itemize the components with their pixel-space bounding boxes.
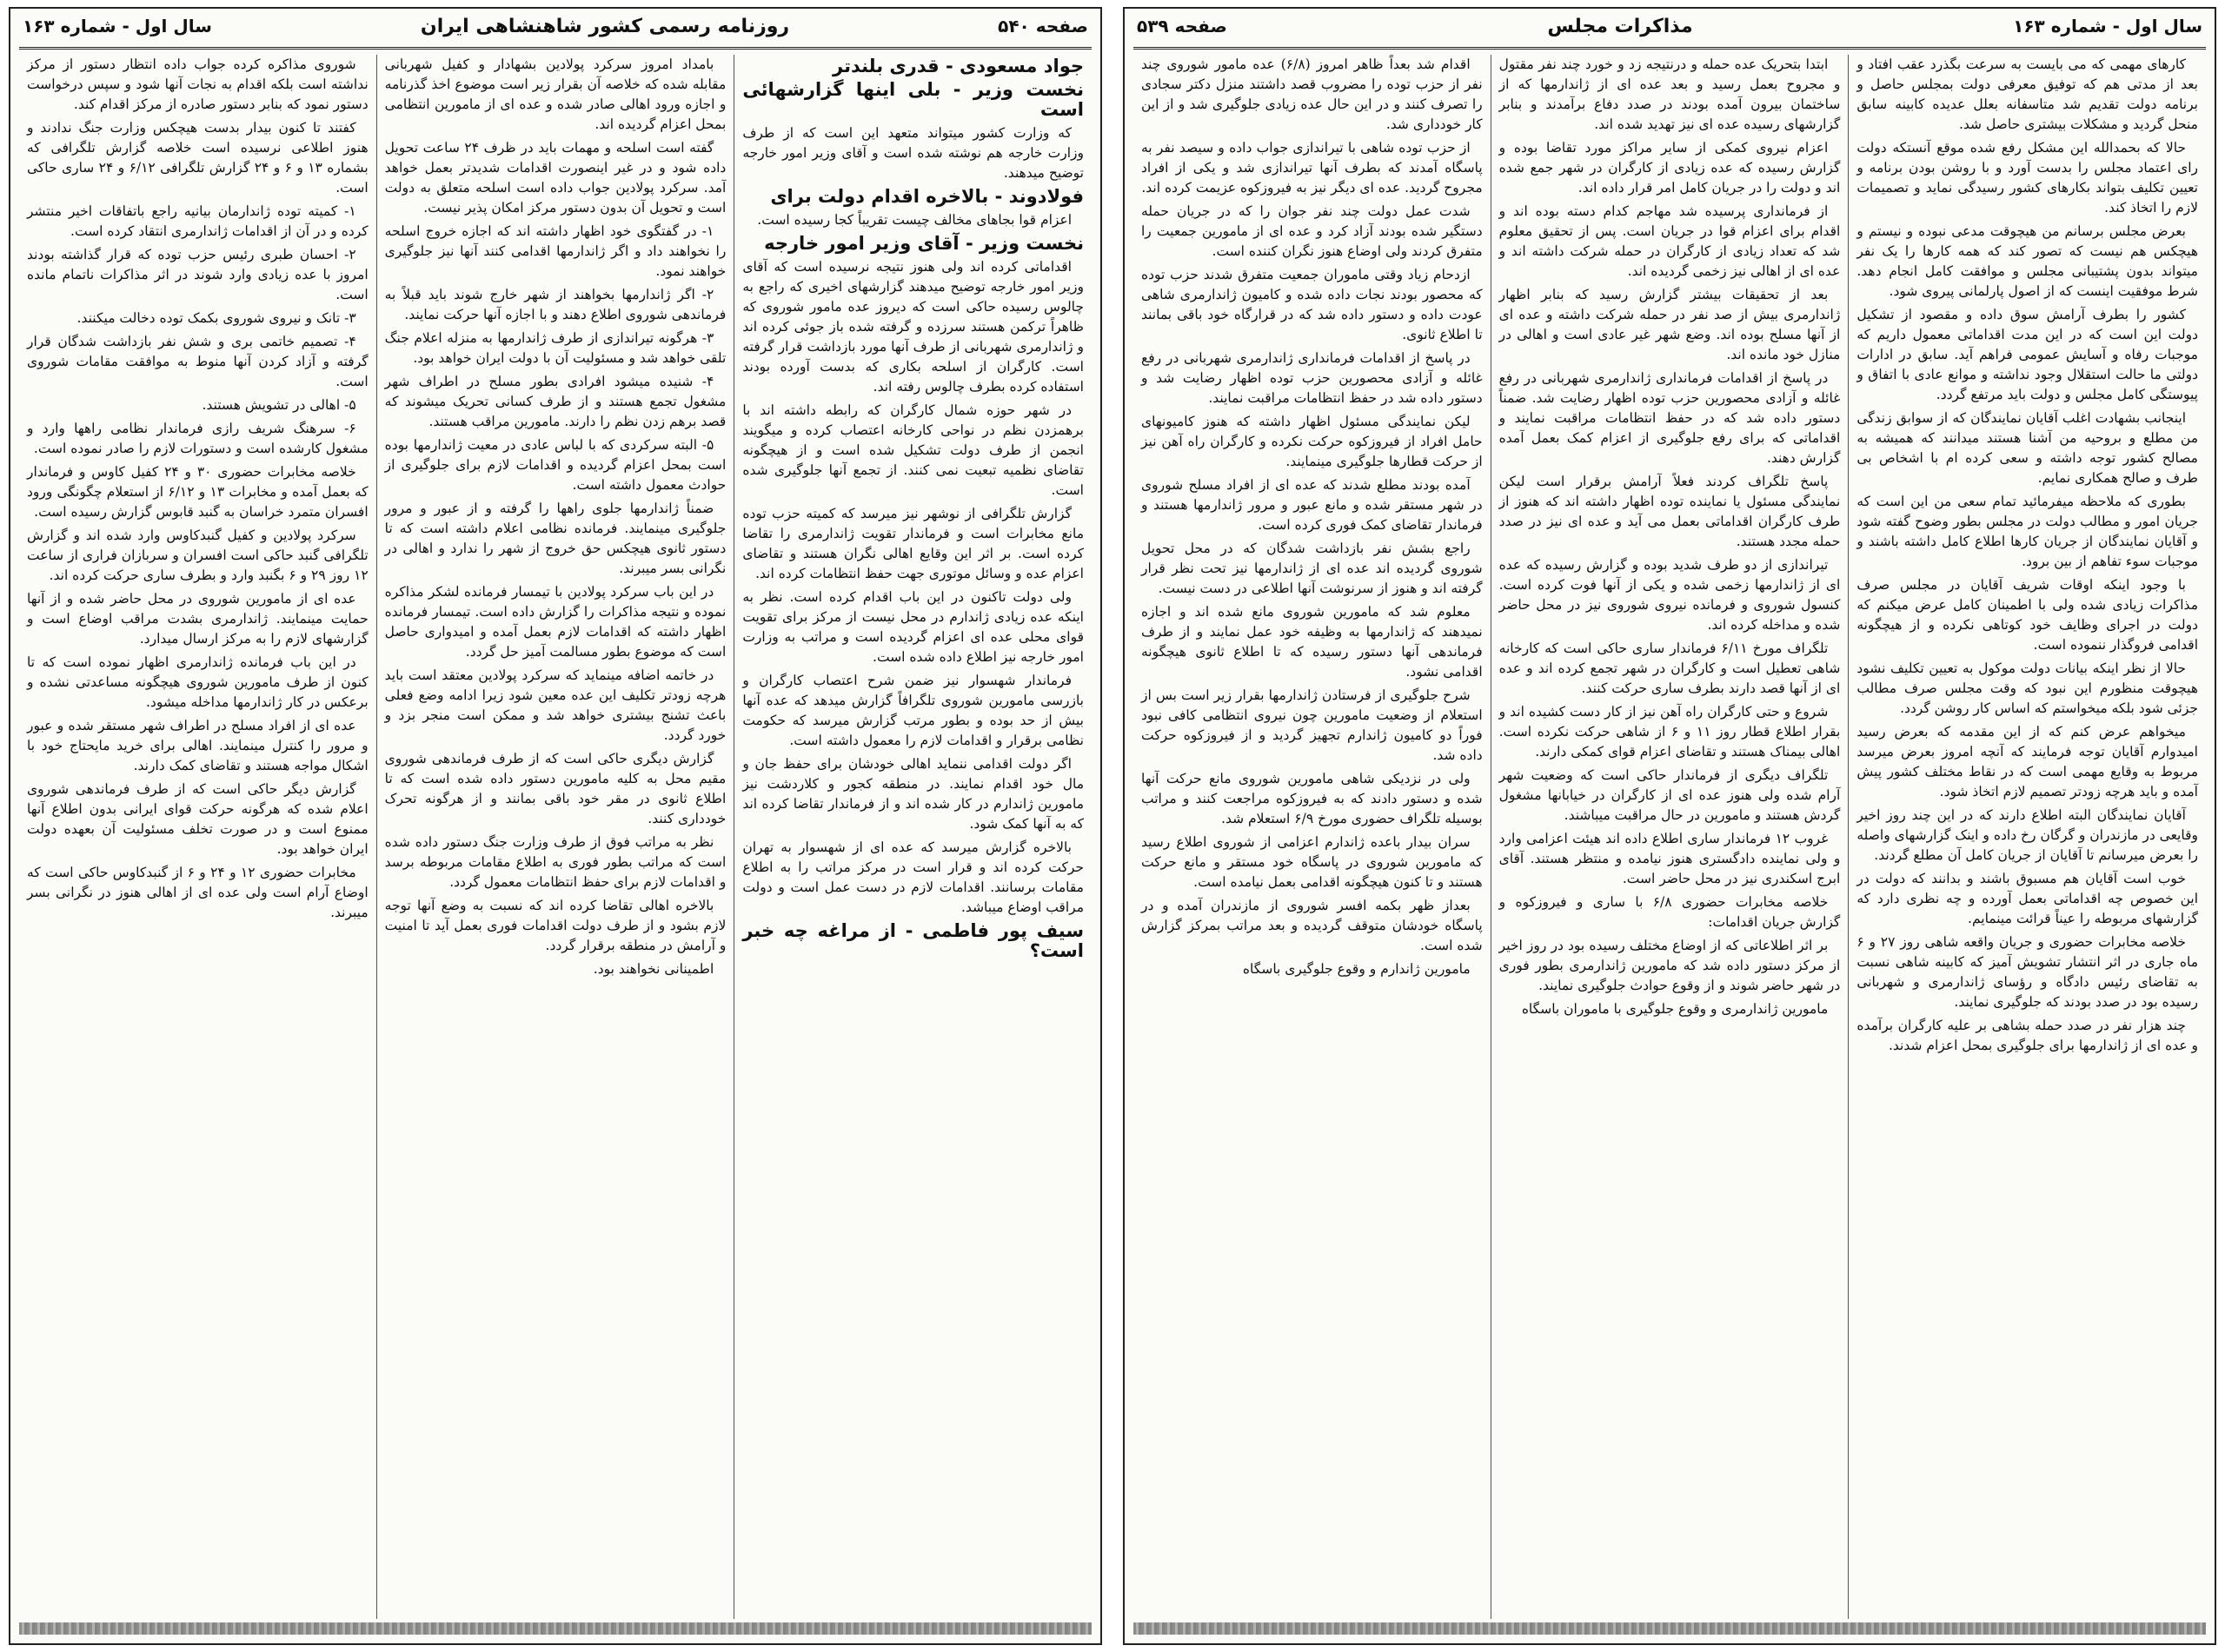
article-paragraph: کشور را بطرف آرامش سوق داده و مقصود از تشکیل دولت این است که در این مدت اقداماتی معمول داریم که موجبات رفاه و آسایش عمومی فراهم آید. سابق در ادارات دولتی ما حالت استقلال وجود نداشته و موانع عادی با اتفاق و پیوستگی کامل مجلس و دولت باید مرتفع گردد. — [1856, 307, 2198, 402]
article-paragraph: ۴- تصمیم خاتمی بری و شش نفر بازداشت شدگان قرار گرفته و آزاد کردن آنها منوط به موافقت مقامات شوروی است. — [26, 334, 369, 389]
right-column-1 — [1848, 55, 2206, 1619]
article-paragraph: از حزب توده شاهی با تیراندازی جواب داده و سیصد نفر به پاسگاه آمدند که بطرف آنها تیراندازی شد و یکی از افراد مجروح گردید. عده ای دیگر نیز به فیروزکوه عزیمت کرده اند. — [1140, 140, 1483, 196]
article-paragraph: بعداز ظهر بکمه افسر شوروی از مازندران آمده و در پاسگاه خودشان متوقف گردیده و بعد مراتب بمرکز گزارش شده است. — [1140, 898, 1483, 953]
article-paragraph: بطوری که ملاحظه میفرمائید تمام سعی من این است که جریان امور و مطالب دولت در مجلس بطور وضوح گفته شود و آقایان نمایندگان از جریان کارها اطلاع کامل داشته باشند و موجبات سوء تفاهم از بین برود. — [1856, 494, 2198, 569]
article-paragraph: بعد از تحقیقات بیشتر گزارش رسید که بنابر اظهار ژاندارمری بیش از صد نفر در حمله شرکت داشته و عده ای از آنها مسلح بوده اند. وضع شهر غیر عادی است و اهالی در منازل خود مانده اند. — [1498, 287, 1841, 362]
article-paragraph: تیراندازی از دو طرف شدید بوده و گزارش رسیده که عده ای از ژاندارمها زخمی شده و یکی از آنها فوت کرده است. کنسول شوروی و فرمانده نیروی شوروی نیز در محل حاضر شده و مداخله کرده اند. — [1498, 557, 1841, 633]
article-paragraph: در پاسخ از اقدامات فرمانداری ژاندارمری شهربانی در رفع غائله و آزادی محصورین حزب توده اظهار رضایت شد. ضمناً دستور داده شد که در حفظ انتظامات مراقبت نمایند و اقداماتی که برای رفع جلوگیری از اعزام کمک بعمل آمده گزارش دهند. — [1498, 370, 1841, 466]
article-paragraph: میخواهم عرض کنم که از این مقدمه که بعرض رسید امیدوارم آقایان توجه فرمایند که آنچه امروز بعرض میرسد مربوط به وقایع مهمی است که در نقاط مختلف کشور پیش آمده و باید هرچه زودتر تصمیم لازم اتخاذ شود. — [1856, 724, 2198, 799]
article-paragraph: ۲- اگر ژاندارمها بخواهند از شهر خارج شوند باید قبلاً به فرماندهی شوروی اطلاع دهند و با اجازه آنها حرکت نمایند. — [384, 287, 727, 322]
article-paragraph: فرماندار شهسوار نیز ضمن شرح اعتصاب کارگران و بازرسی مامورین شوروی تلگرافاً گزارش میدهد که عده آنها بیش از حد بوده و بطور مرتب گزارش میرسد که حکومت نظامی برقرار و اقدامات لازم را معمول داشته است. — [742, 673, 1084, 748]
left-page-columns — [19, 55, 1092, 1619]
left-page-issue: سال اول - شماره ۱۶۳ — [23, 16, 212, 36]
speaker-heading: نخست وزیر - آقای وزیر امور خارجه — [764, 233, 1084, 254]
speaker-heading: فولادوند - بالاخره اقدام دولت برای — [770, 186, 1084, 207]
article-paragraph: حالا که بحمدالله این مشکل رفع شده موقع آنستکه دولت رای اعتماد مجلس را بدست آورد و با روشن بودن برنامه و تعیین تکلیف بتواند بکارهای کشور رسیدگی نماید و تصمیمات لازم را اتخاذ کند. — [1856, 140, 2198, 216]
article-paragraph: تلگراف مورخ ۶/۱۱ فرماندار ساری حاکی است که کارخانه شاهی تعطیل است و کارگران در شهر تجمع کرده اند و عده ای از آنها قصد دارند بطرف ساری حرکت کنند. — [1498, 640, 1841, 696]
article-paragraph: اعزام نیروی کمکی از سایر مراکز مورد تقاضا بوده و گزارش رسیده که عده زیادی از کارگران در شهر جمع شده اند و دولت را در جریان کامل امر قرار داده اند. — [1498, 140, 1841, 196]
article-paragraph: ۲- احسان طبری رئیس حزب توده که قرار گذاشته بودند امروز با عده زیادی وارد شوند در اثر مذاکرات ناتمام مانده است. — [26, 247, 369, 302]
left-page-title: روزنامه رسمی کشور شاهنشاهی ایران — [420, 16, 790, 37]
article-paragraph: مامورین ژاندارمری و وقوع جلوگیری با ماموران باسگاه — [1521, 1001, 1829, 1017]
article-paragraph: اعزام قوا بجاهای مخالف چیست تقریباً کجا رسیده است. — [757, 212, 1072, 228]
right-page — [1123, 7, 2216, 1645]
article-paragraph: بامداد امروز سرکرد پولادین بشهادار و کفیل شهربانی مقابله شده که خلاصه آن بقرار زیر است موضوع اخذ گذرنامه و اجازه ورود اهالی صادر شده و عده ای از مامورین انتظامی بمحل اعزام گردیده اند. — [384, 56, 727, 132]
article-paragraph: اقداماتی کرده اند ولی هنوز نتیجه نرسیده است که آقای وزیر امور خارجه توضیح میدهند گزارشهای اخیری که راجع به چالوس رسیده حاکی است که دیروز عده مامور شوروی که ظاهراً ترکمن هستند سرزده و گرفته شده باز جوئی کرده اند و ژاندارمری شهربانی از طرف آنها مورد بازداشت قرار گرفته است. کارگران از اسلحه بکاری که بدست آورده بودند استفاده کرده بطرف چالوس رفته اند. — [742, 259, 1084, 395]
article-paragraph: از فرمانداری پرسیده شد مهاجم کدام دسته بوده اند و اقدام برای اعزام قوا در جریان است. پس از تحقیق معلوم شد که تعداد زیادی از کارگران در حمله شرکت داشته اند و عده ای از اهالی نیز زخمی گردیده اند. — [1498, 203, 1841, 279]
article-paragraph: بعرض مجلس برسانم من هیچوقت مدعی نبوده و نیستم و هیچکس هم نیست که تصور کند که همه کارها را یک نفر میتواند بدون پشتیبانی مجلس و موافقت کامل انجام دهد. شرط موفقیت اینست که از اصول پارلمانی پیروی شود. — [1856, 223, 2198, 299]
article-paragraph: آمده بودند مطلع شدند که عده ای از افراد مسلح شوروی در شهر مستقر شده و مانع عبور و مرور ژاندارمها هستند و فرماندار تقاضای کمک فوری کرده است. — [1140, 477, 1483, 533]
speaker-heading: نخست وزیر - بلی اینها گزارشهائی است — [742, 79, 1084, 120]
article-paragraph: سران بیدار باعده ژاندارم اعزامی از شوروی اطلاع رسید که مامورین شوروی در پاسگاه خود مستقر و مانع حرکت هستند و تا کنون هیچگونه اقدامی بعمل نیامده است. — [1140, 834, 1483, 890]
article-paragraph: خوب است آقایان هم مسبوق باشند و بدانند که دولت در این خصوص چه اقداماتی بعمل آورده و چه نظری دارد که گزارشهای مربوطه را عیناً قرائت مینمایم. — [1856, 871, 2198, 926]
article-paragraph: سرکرد پولادین و کفیل گنبدکاوس وارد شده اند و گزارش تلگرافی گنبد حاکی است افسران و سربازان فراری از ساعت ۱۲ روز ۲۹ و ۶ بگنبد وارد و بطرف ساری حرکت کرده اند. — [26, 527, 369, 583]
article-paragraph: در خاتمه اضافه مینماید که سرکرد پولادین معتقد است باید هرچه زودتر تکلیف این عده معین شود زیرا ادامه وضع فعلی باعث تشنج بیشتری خواهد شد و ممکن است منجر بزد و خورد گردد. — [384, 667, 727, 743]
left-page-number: صفحه ۵۴۰ — [998, 16, 1088, 36]
article-paragraph: بالاخره گزارش میرسد که عده ای از شهسوار به تهران حرکت کرده اند و قرار است در مرکز مراتب را به اطلاع مقامات برسانند. اقدامات لازم در دست عمل است و دولت مراقب اوضاع میباشد. — [742, 839, 1084, 915]
article-paragraph: غروب ۱۲ فرماندار ساری اطلاع داده اند هیئت اعزامی وارد و ولی نماینده دادگستری هنوز نیامده و منتظر هستند. آقای ابرج اسکندری نیز در محل حاضر است. — [1498, 831, 1841, 886]
left-column-2 — [376, 55, 734, 1619]
article-paragraph: آقایان نمایندگان البته اطلاع دارند که در این چند روز اخیر وقایعی در مازندران و گرگان رخ داده و اینک گزارشهای واصله را بعرض میرسانم تا آقایان از جریان کامل آن مطلع گردند. — [1856, 807, 2198, 863]
article-paragraph: ۳- تانک و نیروی شوروی بکمک توده دخالت میکنند. — [76, 310, 356, 326]
article-paragraph: اطمینانی نخواهند بود. — [593, 961, 714, 977]
article-paragraph: ۴- شنیده میشود افرادی بطور مسلح در اطراف شهر مشغول تجمع هستند و از طرف کسانی تحریک میشوند که قصد برهم زدن نظم را دارند. مامورین مراقب هستند. — [384, 374, 727, 429]
right-page-bottom-edge — [1133, 1622, 2206, 1635]
article-paragraph: اگر دولت اقدامی ننماید اهالی خودشان برای حفظ جان و مال خود اقدام نمایند. در منطقه کجور و کلاردشت نیز مامورین ژاندارم در کار شده اند و از فرماندار تقاضا کرده اند که به آنها کمک شود. — [742, 756, 1084, 832]
article-paragraph: گزارش دیگر حاکی است که از طرف فرماندهی شوروی اعلام شده که هرگونه حرکت قوای ایرانی بدون اطلاع آنها ممنوع است و در صورت تخلف مسئولیت آن بعهده دولت ایران خواهد بود. — [26, 781, 369, 857]
article-paragraph: عده ای از افراد مسلح در اطراف شهر مستقر شده و عبور و مرور را کنترل مینمایند. اهالی برای خرید مایحتاج خود با اشکال مواجه هستند و تقاضای کمک دارند. — [26, 718, 369, 773]
right-page-header — [1133, 14, 2206, 50]
article-paragraph: شرح جلوگیری از فرستادن ژاندارمها بقرار زیر است بس از استعلام از وضعیت مامورین چون نیروی انتظامی کافی نبود فوراً دو کامیون ژاندارم تجهیز گردید و از فیروزکوه حرکت داده شد. — [1140, 687, 1483, 763]
right-column-3 — [1133, 55, 1491, 1619]
article-paragraph: نظر به مراتب فوق از طرف وزارت جنگ دستور داده شده است که مراتب بطور فوری به اطلاع مقامات مربوطه برسد و اقدامات لازم برای حفظ انتظامات معمول گردد. — [384, 834, 727, 890]
article-paragraph: عده ای از مامورین شوروی در محل حاضر شده و از آنها حمایت مینمایند. ژاندارمری بشدت مراقب اوضاع است و گزارشهای لازم را به مرکز ارسال میدارد. — [26, 591, 369, 647]
article-paragraph: ولی در نزدیکی شاهی مامورین شوروی مانع حرکت آنها شده و دستور دادند که به فیروزکوه مراجعت کنند و مراتب بوسیله تلگراف حضوری مورخ ۶/۹ استعلام شد. — [1140, 771, 1483, 826]
article-paragraph: ولی دولت تاکنون در این باب اقدام کرده است. نظر به اینکه عده زیادی ژاندارم در محل نیست از مرکز برای تقویت قوای محلی عده ای اعزام گردیده است و مراتب به وزارت امور خارجه نیز اطلاع داده شده است. — [742, 589, 1084, 665]
left-page-header — [19, 14, 1092, 50]
article-paragraph: ۶- سرهنگ شریف رازی فرماندار نظامی راهها وارد و مشغول کارشده است و دستورات لازم را صادر نموده است. — [26, 421, 369, 456]
article-paragraph: کفتند تا کنون بیدار بدست هیچکس وزارت جنگ ندادند و هنوز اطلاعی نرسیده است خلاصه گزارش تلگرافی که بشماره ۱۳ و ۶ و ۲۴ گزارش تلگرافی ۶/۱۲ و ۲۴ ساری حاکی است. — [26, 120, 369, 196]
article-paragraph: راجع بشش نفر بازداشت شدگان که در محل تحویل شوروی گردیده اند عده ای از ژاندارمها نیز تحت نظر قرار گرفته اند و هنوز از سرنوشت آنها اطلاعی در دست نیست. — [1140, 541, 1483, 596]
article-paragraph: حالا از نظر اینکه بیانات دولت موکول به تعیین تکلیف نشود هیچوقت منظورم این نبود که وقت مجلس صرف مطالب جزئی شود بلکه میخواستم که اساس کار روشن گردد. — [1856, 660, 2198, 716]
article-paragraph: شروع و حتی کارگران راه آهن نیز از کار دست کشیده اند و بقرار اطلاع قطار روز ۱۱ و ۶ از شاهی حرکت نکرده است. اهالی بیمناک هستند و تقاضای اعزام قوای کمکی دارند. — [1498, 704, 1841, 760]
article-paragraph: در پاسخ از اقدامات فرمانداری ژاندارمری شهربانی در رفع غائله و آزادی محصورین حزب توده اظهار رضایت شد و دستور داده شد در حفظ انتظامات مراقبت نمایند. — [1140, 350, 1483, 406]
right-page-title: مذاکرات مجلس — [1547, 16, 1693, 37]
left-page-bottom-edge — [19, 1622, 1092, 1635]
article-paragraph: خلاصه مخابرات حضوری ۶/۸ با ساری و فیروزکوه و گزارش جریان اقدامات: — [1498, 894, 1841, 930]
speaker-heading: جواد مسعودی - قدری بلندتر — [833, 56, 1084, 76]
article-paragraph: در این باب فرمانده ژاندارمری اظهار نموده است که تا کنون از طرف مامورین شوروی هیچگونه مساعدتی نشده و برعکس در کار ژاندارمها مداخله میشود. — [26, 654, 369, 710]
right-page-columns — [1133, 55, 2206, 1619]
article-paragraph: اقدام شد بعداً ظاهر امروز (۶/۸) عده مامور شوروی چند نفر از حزب توده را مضروب قصد داشتند منزل دکتر سجادی را تصرف کنند و در این حال عده زیادی جلوگیری شد و از این کار خودداری شد. — [1140, 56, 1483, 132]
article-paragraph: ۵- اهالی در تشویش هستند. — [202, 397, 356, 413]
speaker-heading: سیف پور فاطمی - از مراغه چه خبر است؟ — [742, 920, 1084, 961]
article-paragraph: ابتدا بتحریک عده حمله و درنتیجه زد و خورد چند نفر مقتول و مجروح بعمل رسید و بعد عده ای از ژاندارمها که از ساختمان بیرون آمده بودند در صدد دفاع برآمدند و بنابر گزارشهای رسیده عده ای نیز تهدید شده اند. — [1498, 56, 1841, 132]
right-page-number: صفحه ۵۳۹ — [1137, 16, 1227, 36]
article-paragraph: با وجود اینکه اوقات شریف آقایان در مجلس صرف مذاکرات زیادی شده ولی با اطمینان کامل عرض میکنم که دولت در اجرای وظایف خود کوتاهی نکرده و از هیچگونه اقدامی فروگذار ننموده است. — [1856, 577, 2198, 653]
article-paragraph: مخابرات حضوری ۱۲ و ۲۴ و ۶ از گنبدکاوس حاکی است که اوضاع آرام است ولی عده ای از اهالی هنوز در نگرانی بسر میبرند. — [26, 865, 369, 920]
article-paragraph: لیکن نمایندگی مسئول اظهار داشته که هنوز کامیونهای حامل افراد از فیروزکوه حرکت نکرده و کارگران راه آهن نیز از حرکت قطارها جلوگیری مینمایند. — [1140, 414, 1483, 469]
article-paragraph: خلاصه مخابرات حضوری ۳۰ و ۲۴ کفیل کاوس و فرماندار که بعمل آمده و مخابرات ۱۳ و ۶/۱۲ از استعلام چگونگی ورود افسران متمرد خراسان به گنبد قابوس گزارش رسیده است. — [26, 464, 369, 520]
article-paragraph: در شهر حوزه شمال کارگران که رابطه داشته اند با برهمزدن نظم در نواحی کارخانه اعتصاب کرده و میگویند انجمن از طرف دولت تشکیل شده است و از هیچگونه تقاضای نظمیه تبعیت نمی کنند. از تجمع آنها جلوگیری شده است. — [742, 402, 1084, 498]
article-paragraph: مامورین ژاندارم و وقوع جلوگیری باسگاه — [1242, 961, 1471, 977]
article-paragraph: پاسخ تلگراف کردند فعلاً آرامش برقرار است لیکن نمایندگی مسئول یا نماینده توده اظهار داشته اند که هنوز از طرف کارگران اقداماتی بعمل می آید و عده ای نیز در صدد حمله مجدد هستند. — [1498, 474, 1841, 549]
article-paragraph: ۳- هرگونه تیراندازی از طرف ژاندارمها به منزله اعلام جنگ تلقی خواهد شد و مسئولیت آن با دولت ایران خواهد بود. — [384, 330, 727, 366]
article-paragraph: در این باب سرکرد پولادین با تیمسار فرمانده لشکر مذاکره نموده و نتیجه مذاکرات را گزارش داده است. تیمسار فرمانده اظهار داشته که اقدامات لازم بعمل آمده و امیدواری حاصل است که موضوع بطور مسالمت آمیز حل گردد. — [384, 584, 727, 660]
article-paragraph: ۵- البته سرکردی که با لباس عادی در معیت ژاندارمها بوده است بمحل اعزام گردیده و اقدامات لازم برای جلوگیری از حوادث معمول داشته است. — [384, 437, 727, 493]
left-column-1 — [734, 55, 1092, 1619]
right-page-issue: سال اول - شماره ۱۶۳ — [2013, 16, 2202, 36]
article-paragraph: چند هزار نفر در صدد حمله بشاهی بر علیه کارگران برآمده و عده ای از ژاندارمها برای جلوگیری بمحل اعزام شدند. — [1856, 1018, 2198, 1053]
article-paragraph: که وزارت کشور میتواند متعهد این است که از طرف وزارت خارجه هم نوشته شده است و آقای وزیر امور خارجه توضیح میدهند. — [742, 125, 1084, 181]
article-paragraph: گزارش دیگری حاکی است که از طرف فرماندهی شوروی مقیم محل به کلیه مامورین دستور داده شده است که تا اطلاع ثانوی در مقر خود باقی بمانند و از هرگونه تحرک خودداری کنند. — [384, 751, 727, 826]
article-paragraph: خلاصه مخابرات حضوری و جریان واقعه شاهی روز ۲۷ و ۶ ماه جاری در اثر انتشار تشویش آمیز که کابینه شاهی نسبت به تقاضای رئیس دادگاه و رؤسای ژاندارمری و شهربانی رسیده بود در صدد بودند که جلوگیری نمایند. — [1856, 934, 2198, 1010]
article-paragraph: تلگراف دیگری از فرماندار حاکی است که وضعیت شهر آرام شده ولی هنوز عده ای از کارگران در خیابانها مشغول گردش هستند و مامورین در حال مراقبت میباشند. — [1498, 767, 1841, 823]
article-paragraph: معلوم شد که مامورین شوروی مانع شده اند و اجازه نمیدهند که ژاندارمها به وظیفه خود عمل نمایند و از طرف فرماندهی آنها دستور رسیده که تا اطلاع ثانوی هیچگونه اقدامی نشود. — [1140, 604, 1483, 680]
article-paragraph: ازدحام زیاد وقتی ماموران جمعیت متفرق شدند حزب توده که محصور بودند نجات داده شده و کامیون ژاندارمری شاهی عودت داده و دستور داده شد که در قرارگاه خود باقی بمانند تا اطلاع ثانوی. — [1140, 267, 1483, 342]
article-paragraph: بر اثر اطلاعاتی که از اوضاع مختلف رسیده بود در روز اخیر از مرکز دستور داده شد که مامورین ژاندارمری بطور فوری در شهر حاضر شوند و از وقوع حوادث جلوگیری نمایند. — [1498, 938, 1841, 993]
article-paragraph: گفته است اسلحه و مهمات باید در ظرف ۲۴ ساعت تحویل داده شود و در غیر اینصورت اقدامات شدیدتر بعمل خواهد آمد. سرکرد پولادین جواب داده است اسلحه متعلق به دولت است و تحویل آن بدون دستور مرکز امکان پذیر نیست. — [384, 140, 727, 216]
left-column-3 — [19, 55, 376, 1619]
article-paragraph: ۱- کمیته توده ژاندارمان بیانیه راجع باتفاقات اخیر منتشر کرده و در آن از اقدامات ژاندارمری انتقاد کرده است. — [26, 203, 369, 239]
article-paragraph: ۱- در گفتگوی خود اظهار داشته اند که اجازه خروج اسلحه را نخواهند داد و اگر ژاندارمها اقدامی کنند آنها نیز جلوگیری خواهند نمود. — [384, 223, 727, 279]
article-paragraph: شوروی مذاکره کرده جواب داده انتظار دستور از مرکز نداشته است بلکه اقدام به نجات آنها شود و سپس درخواست دستور نمود که بنابر دستور صادره از مرکز اقدام کند. — [26, 56, 369, 112]
article-paragraph: گزارش تلگرافی از نوشهر نیز میرسد که کمیته حزب توده مانع مخابرات است و فرماندار تقویت ژاندارمری را تقاضا کرده است. بر اثر این وقایع اهالی نگران هستند و تقاضای اعزام عده و وسائل موتوری جهت حفظ انتظامات کرده اند. — [742, 506, 1084, 581]
article-paragraph: بالاخره اهالی تقاضا کرده اند که نسبت به وضع آنها توجه لازم بشود و از طرف دولت اقدامات فوری بعمل آید تا امنیت و آرامش در منطقه برقرار گردد. — [384, 898, 727, 953]
article-paragraph: کارهای مهمی که می بایست به سرعت بگذرد عقب افتاد و بعد از مدتی هم که توفیق معرفی دولت بمجلس حاصل و برنامه دولت تقدیم شد متاسفانه بعلل عدیده کابینه سابق منحل گردید و مشکلات بیشتری حاصل شد. — [1856, 56, 2198, 132]
right-column-2 — [1491, 55, 1849, 1619]
article-paragraph: اینجانب بشهادت اغلب آقایان نمایندگان که از سوابق زندگی من مطلع و بروحیه من آشنا هستند میدانند که همیشه به مصالح کشور توجه داشته و سعی کرده ام با اشخاص بی طرف و صالح همکاری نمایم. — [1856, 410, 2198, 486]
left-page — [9, 7, 1102, 1645]
article-paragraph: شدت عمل دولت چند نفر جوان را که در جریان حمله دستگیر شده بودند آزاد کرد و عده ای از مامورین جمعیت را متفرق کردند ولی اوضاع هنوز نگران کننده است. — [1140, 203, 1483, 259]
article-paragraph: ضمناً ژاندارمها جلوی راهها را گرفته و از عبور و مرور جلوگیری مینمایند. فرمانده نظامی اعلام داشته است که تا دستور ثانوی هیچکس حق خروج از شهر را ندارد و اهالی در نگرانی بسر میبرند. — [384, 501, 727, 576]
